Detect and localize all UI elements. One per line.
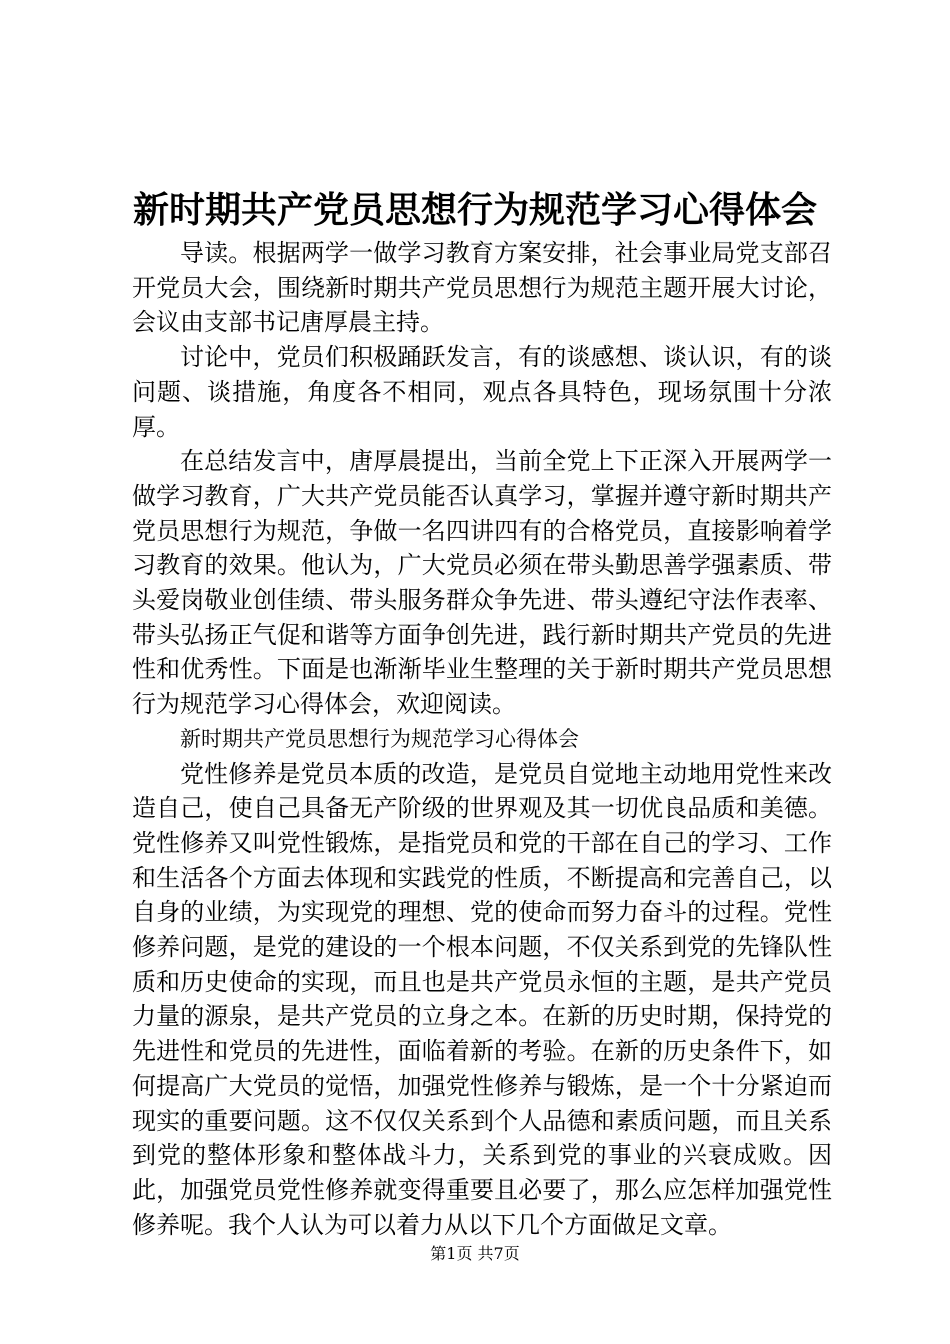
page-number-footer: 第1页 共7页 [430, 1244, 520, 1263]
paragraph-intro: 导读。根据两学一做学习教育方案安排，社会事业局党支部召开党员大会，围绕新时期共产党员思想行为规范主题开展大讨论，会议由支部书记唐厚晨主持。 [132, 239, 832, 337]
document-title: 新时期共产党员思想行为规范学习心得体会 [132, 189, 817, 231]
document-body [132, 236, 832, 1242]
paragraph-summary: 在总结发言中，唐厚晨提出，当前全党上下正深入开展两学一做学习教育，广大共产党员能否认真学习，掌握并遵守新时期共产党员思想行为规范，争做一名四讲四有的合格党员，直接影响着学习教育的效果。他认为，广大党员必须在带头勤思善学强素质、带头爱岗敬业创佳绩、带头服务群众争先进、带头遵纪守法作表率、带头弘扬正气促和谐等方面争创先进，践行新时期共产党员的先进性和优秀性。下面是也渐渐毕业生整理的关于新时期共产党员思想行为规范学习心得体会，欢迎阅读。 [132, 447, 832, 719]
paragraph-party-spirit: 党性修养是党员本质的改造，是党员自觉地主动地用党性来改造自己，使自己具备无产阶级的世界观及其一切优良品质和美德。党性修养又叫党性锻炼，是指党员和党的干部在自己的学习、工作和生活各个方面去体现和实践党的性质，不断提高和完善自己，以自身的业绩，为实现党的理想、党的使命而努力奋斗的过程。党性修养问题，是党的建设的一个根本问题，不仅关系到党的先锋队性质和历史使命的实现，而且也是共产党员永恒的主题，是共产党员力量的源泉，是共产党员的立身之本。在新的历史时期，保持党的先进性和党员的先进性，面临着新的考验。在新的历史条件下，如何提高广大党员的觉悟，加强党性修养与锻炼，是一个十分紧迫而现实的重要问题。这不仅仅关系到个人品德和素质问题，而且关系到党的整体形象和整体战斗力，关系到党的事业的兴衰成败。因此，加强党员党性修养就变得重要且必要了，那么应怎样加强党性修养呢。我个人认为可以着力从以下几个方面做足文章。 [132, 759, 832, 1239]
paragraph-discussion: 讨论中，党员们积极踊跃发言，有的谈感想、谈认识，有的谈问题、谈措施，角度各不相同，观点各具特色，现场氛围十分浓厚。 [132, 343, 832, 441]
section-subtitle: 新时期共产党员思想行为规范学习心得体会 [180, 726, 579, 751]
